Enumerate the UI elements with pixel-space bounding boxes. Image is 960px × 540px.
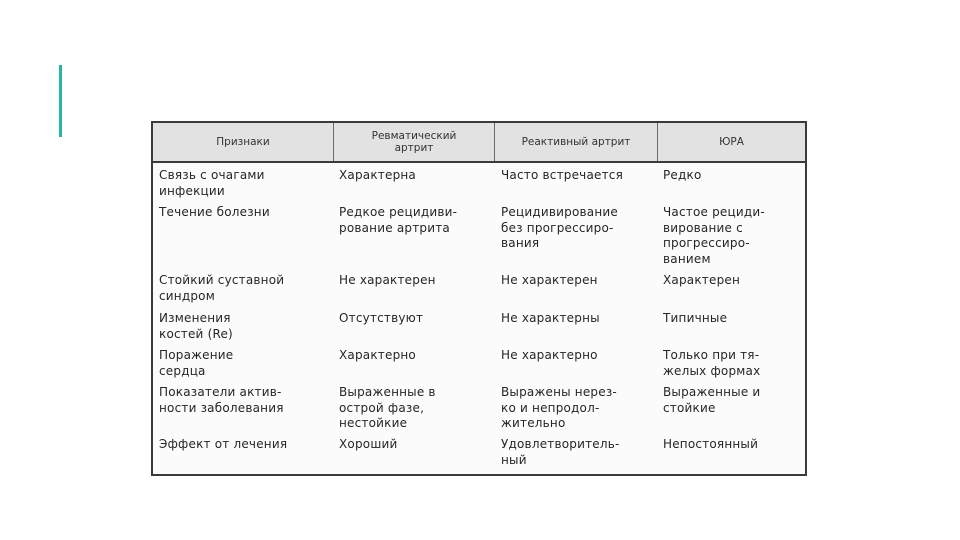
- header-cell-jra: ЮРА: [719, 136, 744, 148]
- table-cell: Часто встречается: [501, 168, 624, 182]
- comparison-table: [151, 121, 807, 476]
- accent-bar: [59, 65, 62, 137]
- table-cell: Течение болезни: [159, 205, 270, 219]
- table-cell: Непостоянный: [663, 437, 759, 451]
- table-cell: Удовлетворитель- ный: [501, 437, 620, 467]
- header-cell-rheumatic: Ревматический артрит: [371, 130, 457, 154]
- table-cell: Выраженные и стойкие: [663, 385, 761, 415]
- table-cell: Характерно: [339, 348, 416, 362]
- table-cell: Редко: [663, 168, 702, 182]
- table-cell: Выражены нерез- ко и непродол- жительно: [501, 385, 617, 430]
- table-cell: Поражение сердца: [159, 348, 234, 378]
- table-cell: Редкое рецидиви- рование артрита: [339, 205, 458, 235]
- table-cell: Рецидивирование без прогрессиро- вания: [501, 205, 618, 250]
- table-cell: Только при тя- желых формах: [663, 348, 761, 378]
- table-cell: Показатели актив- ности заболевания: [159, 385, 284, 415]
- table-header-row: [153, 123, 805, 163]
- table-cell: Отсутствуют: [339, 311, 424, 325]
- table-cell: Связь с очагами инфекции: [159, 168, 265, 198]
- header-cell-signs: Признаки: [216, 136, 270, 148]
- table-cell: Не характерен: [501, 273, 598, 287]
- table-cell: Не характерны: [501, 311, 600, 325]
- table-cell: Стойкий суставной синдром: [159, 273, 285, 303]
- table-cell: Хороший: [339, 437, 398, 451]
- table-cell: Характерен: [663, 273, 741, 287]
- table-cell: Не характерен: [339, 273, 436, 287]
- table-cell: Выраженные в острой фазе, нестойкие: [339, 385, 436, 430]
- table-cell: Эффект от лечения: [159, 437, 288, 451]
- table-cell: Не характерно: [501, 348, 598, 362]
- table-cell: Частое рециди- вирование с прогрессиро- ванием: [663, 205, 765, 266]
- header-cell-reactive: Реактивный артрит: [521, 136, 631, 148]
- table-cell: Изменения костей (Re): [159, 311, 233, 341]
- table-cell: Характерна: [339, 168, 416, 182]
- table-cell: Типичные: [663, 311, 728, 325]
